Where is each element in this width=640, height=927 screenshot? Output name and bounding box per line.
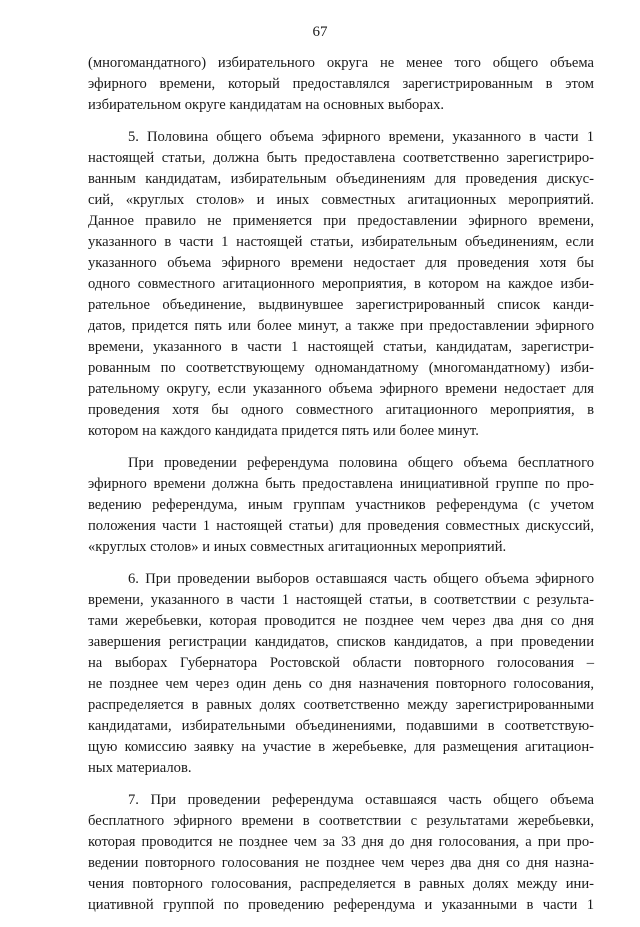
text-line: сий, «круглых столов» и иных совместных агитационных мероприятий. [88, 192, 594, 208]
text-line: не позднее чем через один день со дня назначения повторного голосования, [88, 676, 594, 692]
text-line: на выборах Губернатора Ростовской области повторного голосования – [88, 655, 594, 671]
text-line: щую комиссию заявку на участие в жеребьевке, для размещения агитацион- [88, 739, 594, 755]
paragraph [88, 569, 594, 779]
paragraph [88, 127, 594, 442]
text-line: завершения регистрации кандидатов, списков кандидатов, а при проведении [88, 634, 594, 650]
text-line: циативной группой по проведению референдума и указанными в части 1 [88, 897, 594, 913]
document-body [88, 53, 594, 927]
text-line: датов, придется пять или более минут, а также при предоставлении эфирного [88, 318, 594, 334]
text-line: рательному округу, если указанного объема эфирного времени недостает для [88, 381, 594, 397]
text-line: тами жеребьевки, которая проводится не позднее чем через два дня со дня [88, 613, 594, 629]
text-line: проведения хотя бы одного совместного агитационного мероприятия, в [88, 402, 594, 418]
text-line: котором на каждого кандидата придется пять или более минут. [88, 423, 479, 439]
text-line: ных материалов. [88, 760, 192, 776]
text-line: времени, указанного в части 1 настоящей статьи, кандидатам, зарегистри- [88, 339, 594, 355]
text-line: избирательном округе кандидатам на основных выборах. [88, 97, 445, 113]
text-line: настоящей статьи, должна быть предоставлена соответственно зарегистриро- [88, 150, 594, 166]
text-line: (многомандатного) избирательного округа не менее того общего объема [88, 55, 594, 71]
text-line: ведении повторного голосования не позднее чем через два дня со дня назна- [88, 855, 594, 871]
page-number: 67 [312, 24, 328, 40]
text-line: рательное объединение, выдвинувшее зарегистрированный список канди- [88, 297, 594, 313]
text-line: рованным по соответствующему одномандатному (многомандатному) изби- [88, 360, 594, 376]
text-line: которая проводится не позднее чем за 33 дня до дня голосования, а при про- [88, 834, 594, 850]
paragraph [88, 453, 594, 558]
text-line: чения повторного голосования, распределяется в равных долях между ини- [88, 876, 594, 892]
text-line: При проведении референдума половина общего объема бесплатного [128, 455, 594, 471]
text-line: ведению референдума, иным группам участников референдума (с учетом [88, 497, 594, 513]
text-line: положения части 1 настоящей статьи) для проведения совместных дискуссий, [88, 518, 594, 534]
paragraph [88, 53, 594, 116]
text-line: распределяется в равных долях соответственно между зарегистрированными [88, 697, 594, 713]
text-line: ванным кандидатам, избирательным объединениям для проведения дискус- [88, 171, 594, 187]
text-line: 6. При проведении выборов оставшаяся часть общего объема эфирного [128, 571, 594, 587]
text-line: 7. При проведении референдума оставшаяся часть общего объема [128, 792, 594, 808]
text-line: бесплатного эфирного времени в соответствии с результатами жеребьевки, [88, 813, 594, 829]
text-line: одного совместного агитационного мероприятия, в котором на каждое изби- [88, 276, 594, 292]
text-line: эфирного времени, который предоставлялся зарегистрированным в этом [88, 76, 594, 92]
text-line: указанного в части 1 настоящей статьи, избирательным объединениям, если [88, 234, 594, 250]
text-line: «круглых столов» и иных совместных агитационных мероприятий. [88, 539, 507, 555]
text-line: 5. Половина общего объема эфирного времени, указанного в части 1 [128, 129, 594, 145]
text-line: эфирного времени должна быть предоставлена инициативной группе по про- [88, 476, 594, 492]
text-line: кандидатами, избирательными объединениями, подавшими в соответствую- [88, 718, 594, 734]
paragraph [88, 790, 594, 916]
text-line: указанного объема эфирного времени недостает для проведения хотя бы [88, 255, 594, 271]
text-line: Данное правило не применяется при предоставлении эфирного времени, [88, 213, 594, 229]
text-line: времени, указанного в части 1 настоящей статьи, в соответствии с результа- [88, 592, 594, 608]
